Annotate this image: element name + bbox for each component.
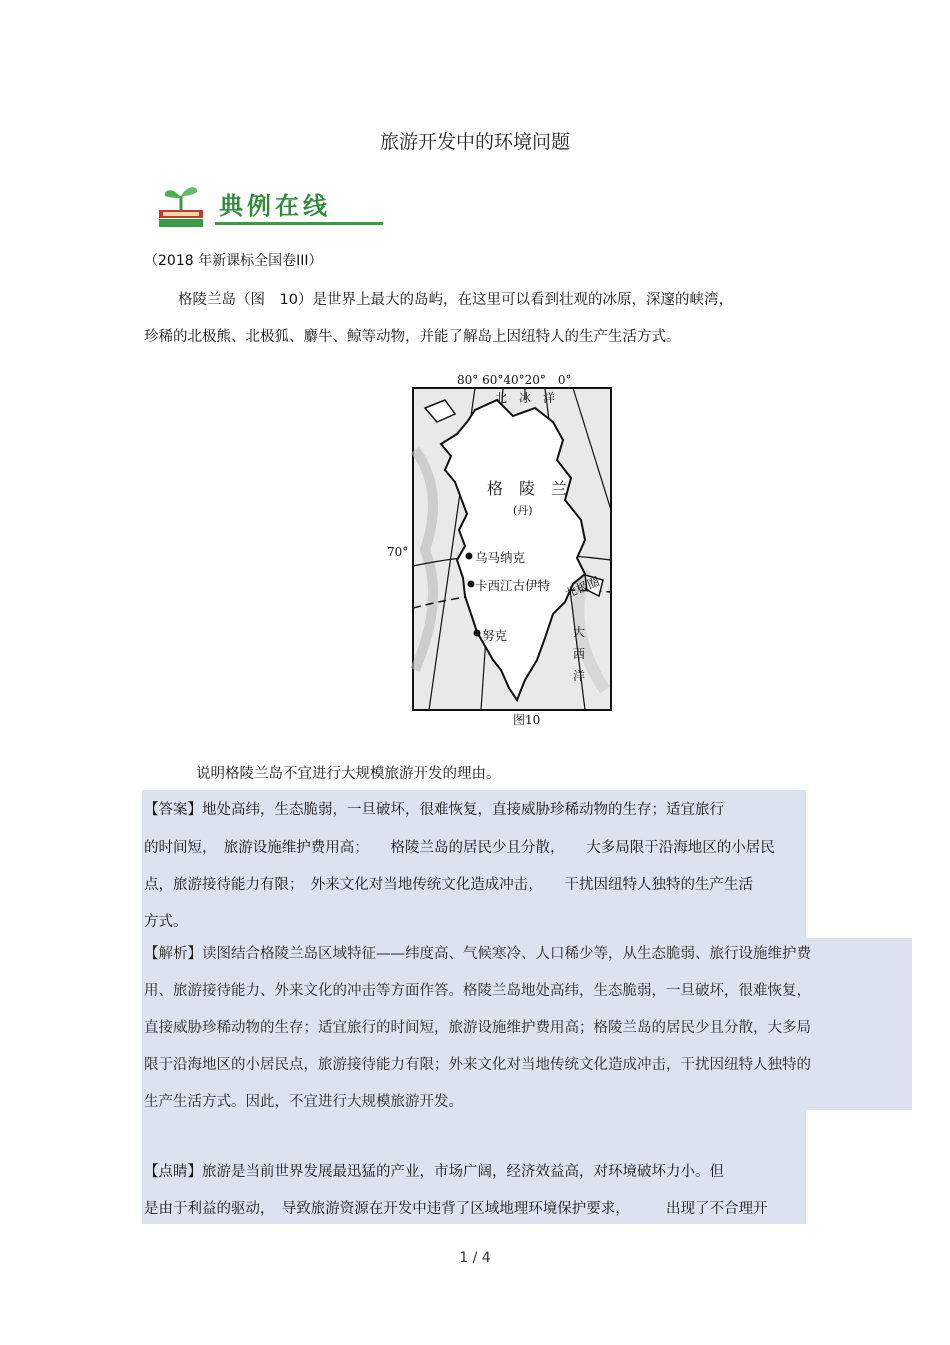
question-text: 说明格陵兰岛不宜进行大规模旅游开发的理由。 (196, 766, 501, 782)
analysis-line-3: 直接威胁珍稀动物的生存；适宜旅行的时间短，旅游设施维护费用高；格陵兰岛的居民少且分散，大多局 (144, 1020, 811, 1036)
map-city-nuuk: 努克 (482, 628, 508, 643)
intro-line-2: 珍稀的北极熊、北极狐、麝牛、鲸等动物，并能了解岛上因纽特人的生产生活方式。 (144, 329, 681, 345)
tip-line-1: 【点睛】旅游是当前世界发展最迅猛的产业，市场广阔，经济效益高，对环境破坏力小。但 (144, 1164, 724, 1180)
map-latitude-label: 70° (387, 545, 409, 559)
map-arctic-circle-label: 北极圈 (562, 574, 602, 601)
map-atlantic-label-2: 西 (573, 647, 586, 661)
map-country-label: (丹) (513, 504, 533, 517)
answer-line-2: 的时间短， 旅游设施维护费用高； 格陵兰岛的居民少且分散， 大多局限于沿海地区的小居民 (144, 840, 775, 856)
example-banner (155, 180, 385, 232)
answer-line-4: 方式。 (144, 914, 188, 930)
map-island-name: 格 陵 兰 (487, 479, 568, 498)
banner-label: 典例在线 (219, 191, 331, 220)
question-source: （2018 年新课标全国卷III） (144, 253, 323, 269)
map-atlantic-label-1: 大 (573, 625, 586, 639)
analysis-line-1: 【解析】读图结合格陵兰岛区域特征——纬度高、气候寒冷、人口稀少等，从生态脆弱、旅行设施维护费 (144, 946, 811, 962)
map-caption: 图10 (513, 713, 541, 727)
tip-box (142, 1110, 806, 1224)
answer-box (142, 790, 806, 938)
answer-line-3: 点，旅游接待能力有限； 外来文化对当地传统文化造成冲击， 干扰因纽特人独特的生产生活 (144, 877, 753, 893)
greenland-map (385, 370, 620, 730)
map-city-uummannaq: 乌马纳克 (475, 550, 526, 565)
map-city-qasigiannguit: 卡西江古伊特 (475, 578, 551, 593)
seedling-book-icon (155, 180, 215, 232)
map-longitude-labels: 80° 60°40°20° 0° (457, 373, 572, 387)
page-title: 旅游开发中的环境问题 (379, 131, 570, 153)
analysis-box (142, 938, 912, 1110)
intro-line-1: 格陵兰岛（图 10）是世界上最大的岛屿，在这里可以看到壮观的冰原，深邃的峡湾， (178, 292, 733, 308)
tip-line-2: 是由于利益的驱动， 导致旅游资源在开发中违背了区域地理环境保护要求， 出现了不合理开 (144, 1201, 768, 1217)
analysis-line-4: 限于沿海地区的小居民点，旅游接待能力有限；外来文化对当地传统文化造成冲击，干扰因纽特人独特的 (144, 1057, 811, 1073)
banner-underline (215, 222, 383, 225)
map-atlantic-label-3: 洋 (573, 669, 586, 683)
map-arctic-ocean-label: 北 冰 洋 (495, 391, 556, 405)
analysis-line-2: 用、旅游接待能力、外来文化的冲击等方面作答。格陵兰岛地处高纬，生态脆弱，一旦破坏，很难恢复， (144, 983, 811, 999)
answer-line-1: 【答案】地处高纬，生态脆弱，一旦破坏，很难恢复，直接威胁珍稀动物的生存；适宜旅行 (144, 802, 724, 818)
page-number: 1 / 4 (459, 1250, 491, 1266)
analysis-line-5: 生产生活方式。因此，不宜进行大规模旅游开发。 (144, 1094, 463, 1110)
